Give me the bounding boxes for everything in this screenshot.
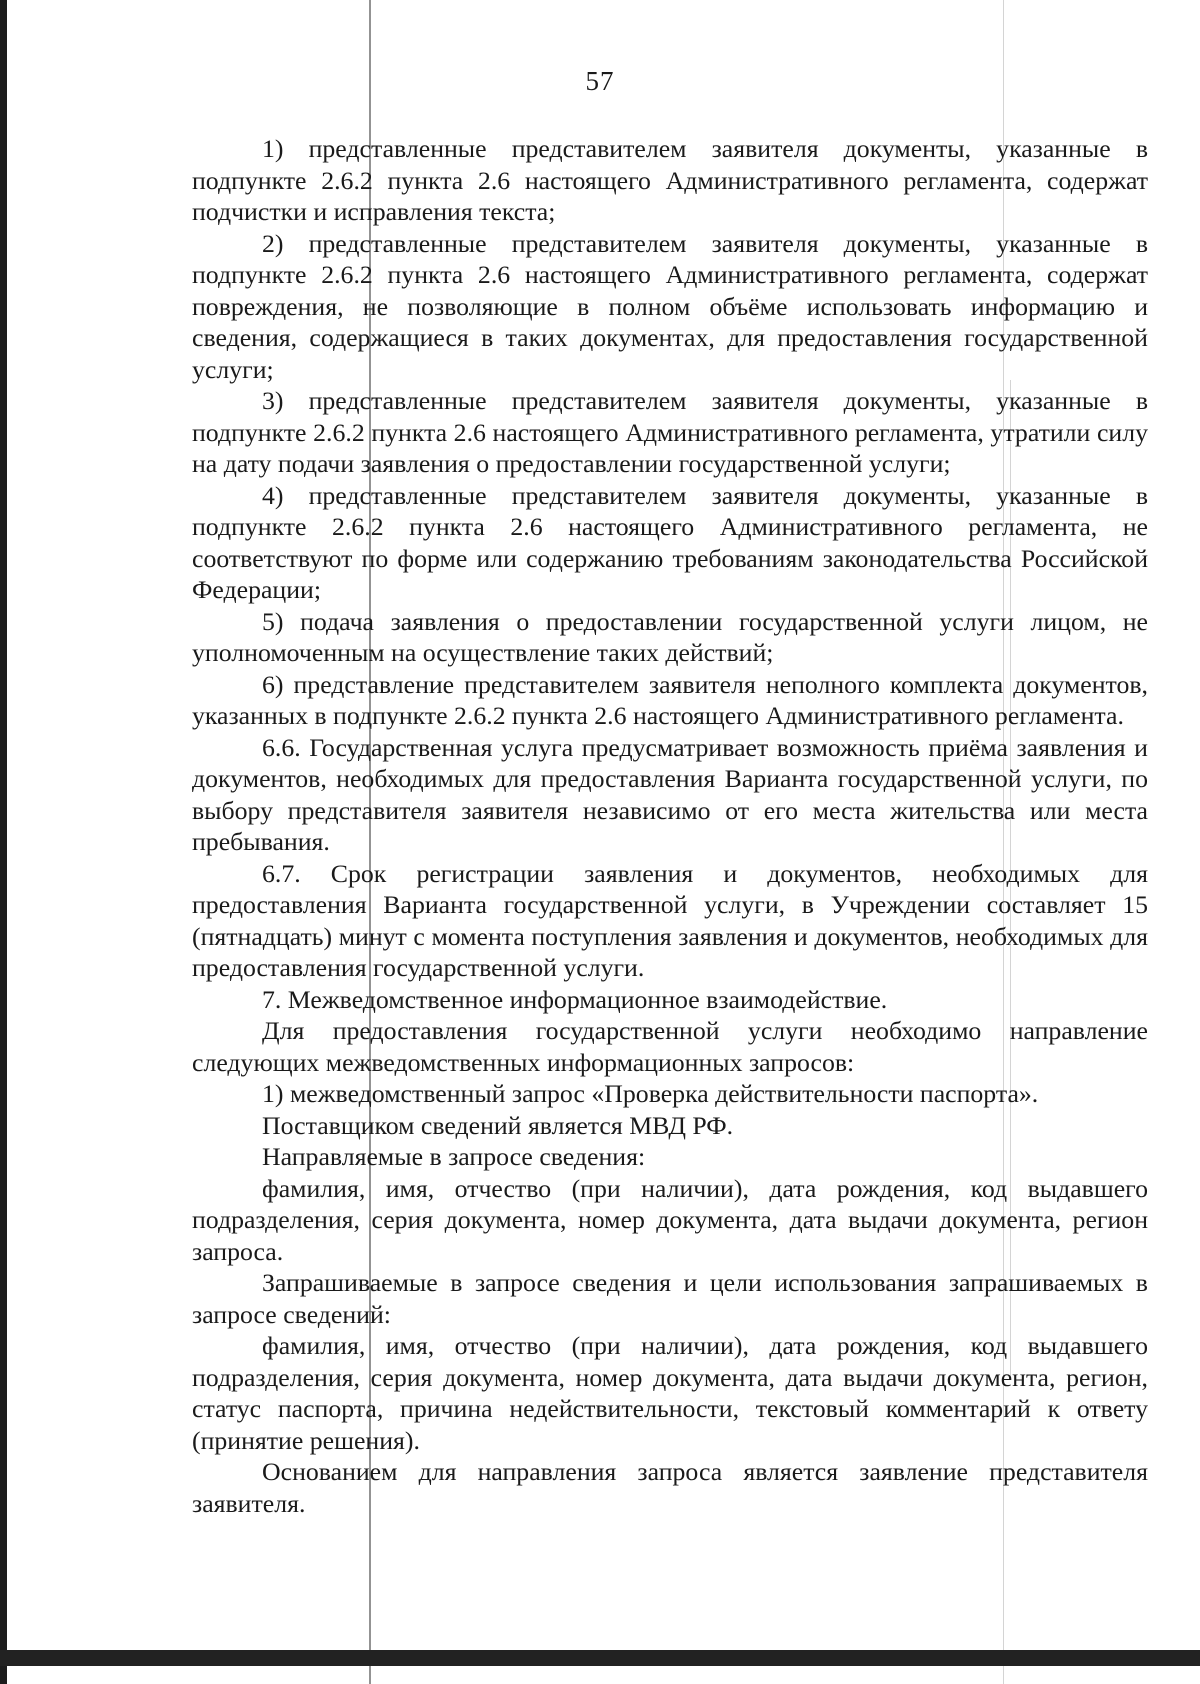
list-item-3: 3) представленные представителем заявителя документы, указанные в подпункте 2.6.2 пункта 2.6 настоящего Административного регламента, утратили силу на дату подачи заявления о предоставлении государственной услуги; bbox=[192, 386, 1148, 478]
page-number: 57 bbox=[585, 66, 615, 96]
request-1-title: 1) межведомственный запрос «Проверка действительности паспорта». bbox=[262, 1079, 1039, 1108]
list-item-5: 5) подача заявления о предоставлении государственной услуги лицом, не уполномоченным на осуществление таких действий; bbox=[192, 606, 1148, 667]
request-basis: Основанием для направления запроса является заявление представителя заявителя. bbox=[192, 1457, 1148, 1518]
scan-bottom-edge bbox=[0, 1650, 1200, 1666]
scan-left-edge bbox=[0, 0, 7, 1684]
list-item-1: 1) представленные представителем заявителя документы, указанные в подпункте 2.6.2 пункта 2.6 настоящего Административного регламента, содержат подчистки и исправления текста; bbox=[192, 134, 1148, 226]
sent-data-list: фамилия, имя, отчество (при наличии), дата рождения, код выдавшего подразделения, серия документа, номер документа, дата выдачи документа, регион запроса. bbox=[192, 1173, 1148, 1266]
section-6-6: 6.6. Государственная услуга предусматривает возможность приёма заявления и документов, необходимых для предоставления Варианта государственной услуги, по выбору представителя заявителя независимо от его места жительства или места пребывания. bbox=[192, 732, 1148, 856]
requested-data-heading: Запрашиваемые в запросе сведения и цели использования запрашиваемых в запросе сведений: bbox=[192, 1268, 1148, 1329]
document-body bbox=[192, 133, 1148, 1519]
list-item-4: 4) представленные представителем заявителя документы, указанные в подпункте 2.6.2 пункта 2.6 настоящего Административного регламента, не соответствуют по форме или содержанию требованиям законодательства Российской Федерации; bbox=[192, 480, 1148, 604]
sent-data-heading: Направляемые в запросе сведения: bbox=[262, 1142, 646, 1171]
request-provider: Поставщиком сведений является МВД РФ. bbox=[262, 1110, 734, 1140]
section-7-heading: 7. Межведомственное информационное взаимодействие. bbox=[262, 984, 888, 1014]
paragraph-request-intro: Для предоставления государственной услуги необходимо направление следующих межведомственных информационных запросов: bbox=[192, 1016, 1148, 1077]
requested-data-list: фамилия, имя, отчество (при наличии), дата рождения, код выдавшего подразделения, серия документа, номер документа, дата выдачи документа, регион, статус паспорта, причина недействительности, текстовый комментарий к ответу (принятие решения). bbox=[192, 1331, 1148, 1455]
section-6-7: 6.7. Срок регистрации заявления и документов, необходимых для предоставления Варианта государственной услуги, в Учреждении составляет 15 (пятнадцать) минут с момента поступления заявления и документов, необходимых для предоставления государственной услуги. bbox=[192, 858, 1148, 982]
list-item-2: 2) представленные представителем заявителя документы, указанные в подпункте 2.6.2 пункта 2.6 настоящего Административного регламента, содержат повреждения, не позволяющие в полном объёме использовать информацию и сведения, содержащиеся в таких документах, для предоставления государственной услуги; bbox=[192, 228, 1148, 384]
list-item-6: 6) представление представителем заявителя неполного комплекта документов, указанных в подпункте 2.6.2 пункта 2.6 настоящего Административного регламента. bbox=[192, 669, 1148, 730]
